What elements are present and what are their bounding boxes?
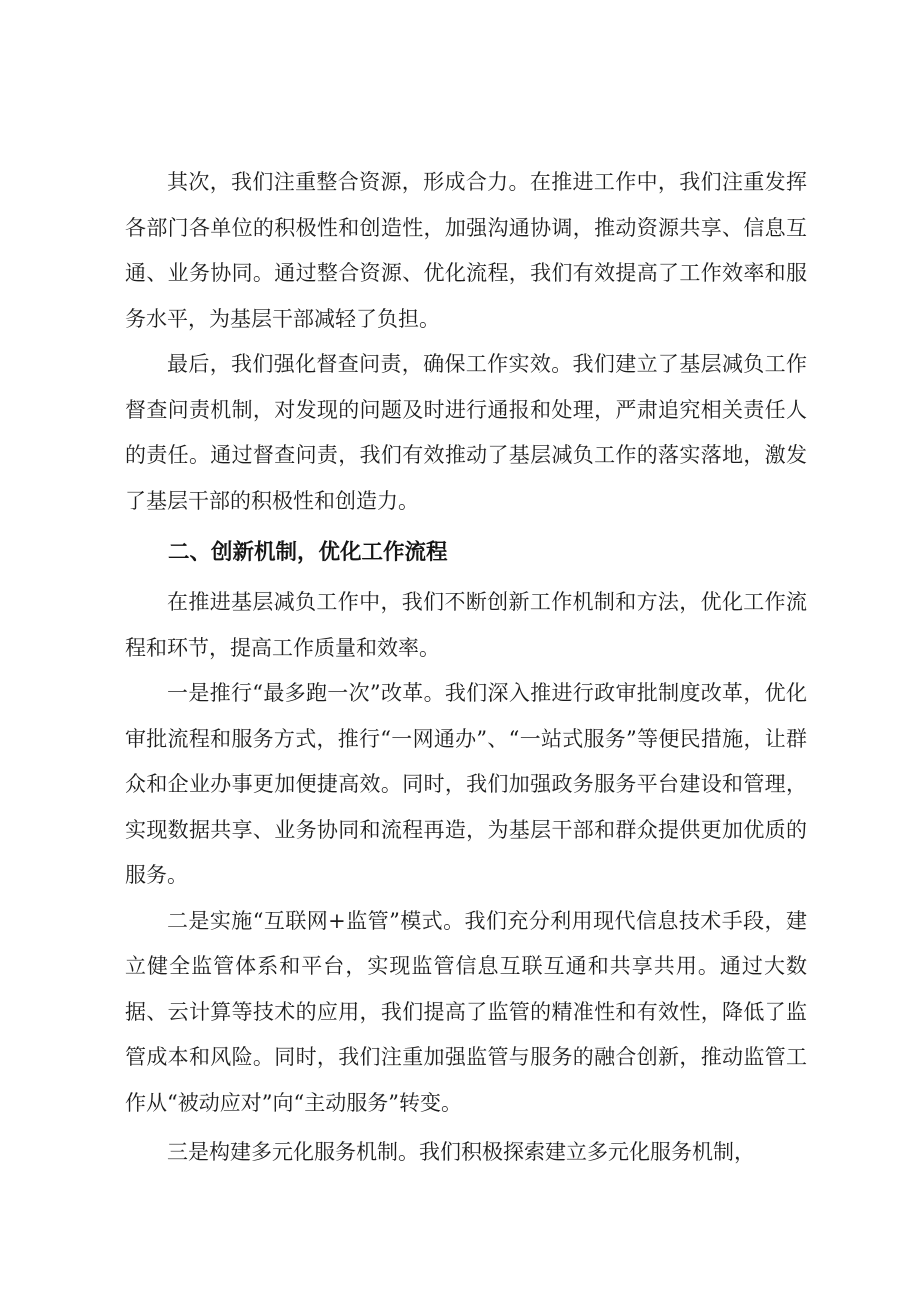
document-body: [125, 160, 807, 1176]
paragraph-first-measure: 一是推行“最多跑一次”改革。我们深入推进行政审批制度改革，优化审批流程和服务方式，推行“一网通办”、“一站式服务”等便民措施，让群众和企业办事更加便捷高效。同时，我们加强政务服务平台建设和管理，实现数据共享、业务协同和流程再造，为基层干部和群众提供更加优质的服务。: [125, 681, 807, 887]
section-heading: 二、创新机制，优化工作流程: [168, 540, 448, 565]
paragraph-integrate-resources: 其次，我们注重整合资源，形成合力。在推进工作中，我们注重发挥各部门各单位的积极性和创造性，加强沟通协调，推动资源共享、信息互通、业务协同。通过整合资源、优化流程，我们有效提高了工作效率和服务水平，为基层干部减轻了负担。: [125, 170, 807, 331]
paragraph-intro: 在推进基层减负工作中，我们不断创新工作机制和方法，优化工作流程和环节，提高工作质量和效率。: [125, 590, 807, 660]
paragraph-supervision-accountability: 最后，我们强化督查问责，确保工作实效。我们建立了基层减负工作督查问责机制，对发现的问题及时进行通报和处理，严肃追究相关责任人的责任。通过督查问责，我们有效推动了基层减负工作的落实落地，激发了基层干部的积极性和创造力。: [125, 352, 807, 513]
paragraph-second-measure: 二是实施“互联网+监管”模式。我们充分利用现代信息技术手段，建立健全监管体系和平台，实现监管信息互联互通和共享共用。通过大数据、云计算等技术的应用，我们提高了监管的精准性和有效性，降低了监管成本和风险。同时，我们注重加强监管与服务的融合创新，推动监管工作从“被动应对”向“主动服务”转变。: [125, 908, 807, 1115]
paragraph-third-measure: 三是构建多元化服务机制。我们积极探索建立多元化服务机制，: [167, 1140, 755, 1164]
